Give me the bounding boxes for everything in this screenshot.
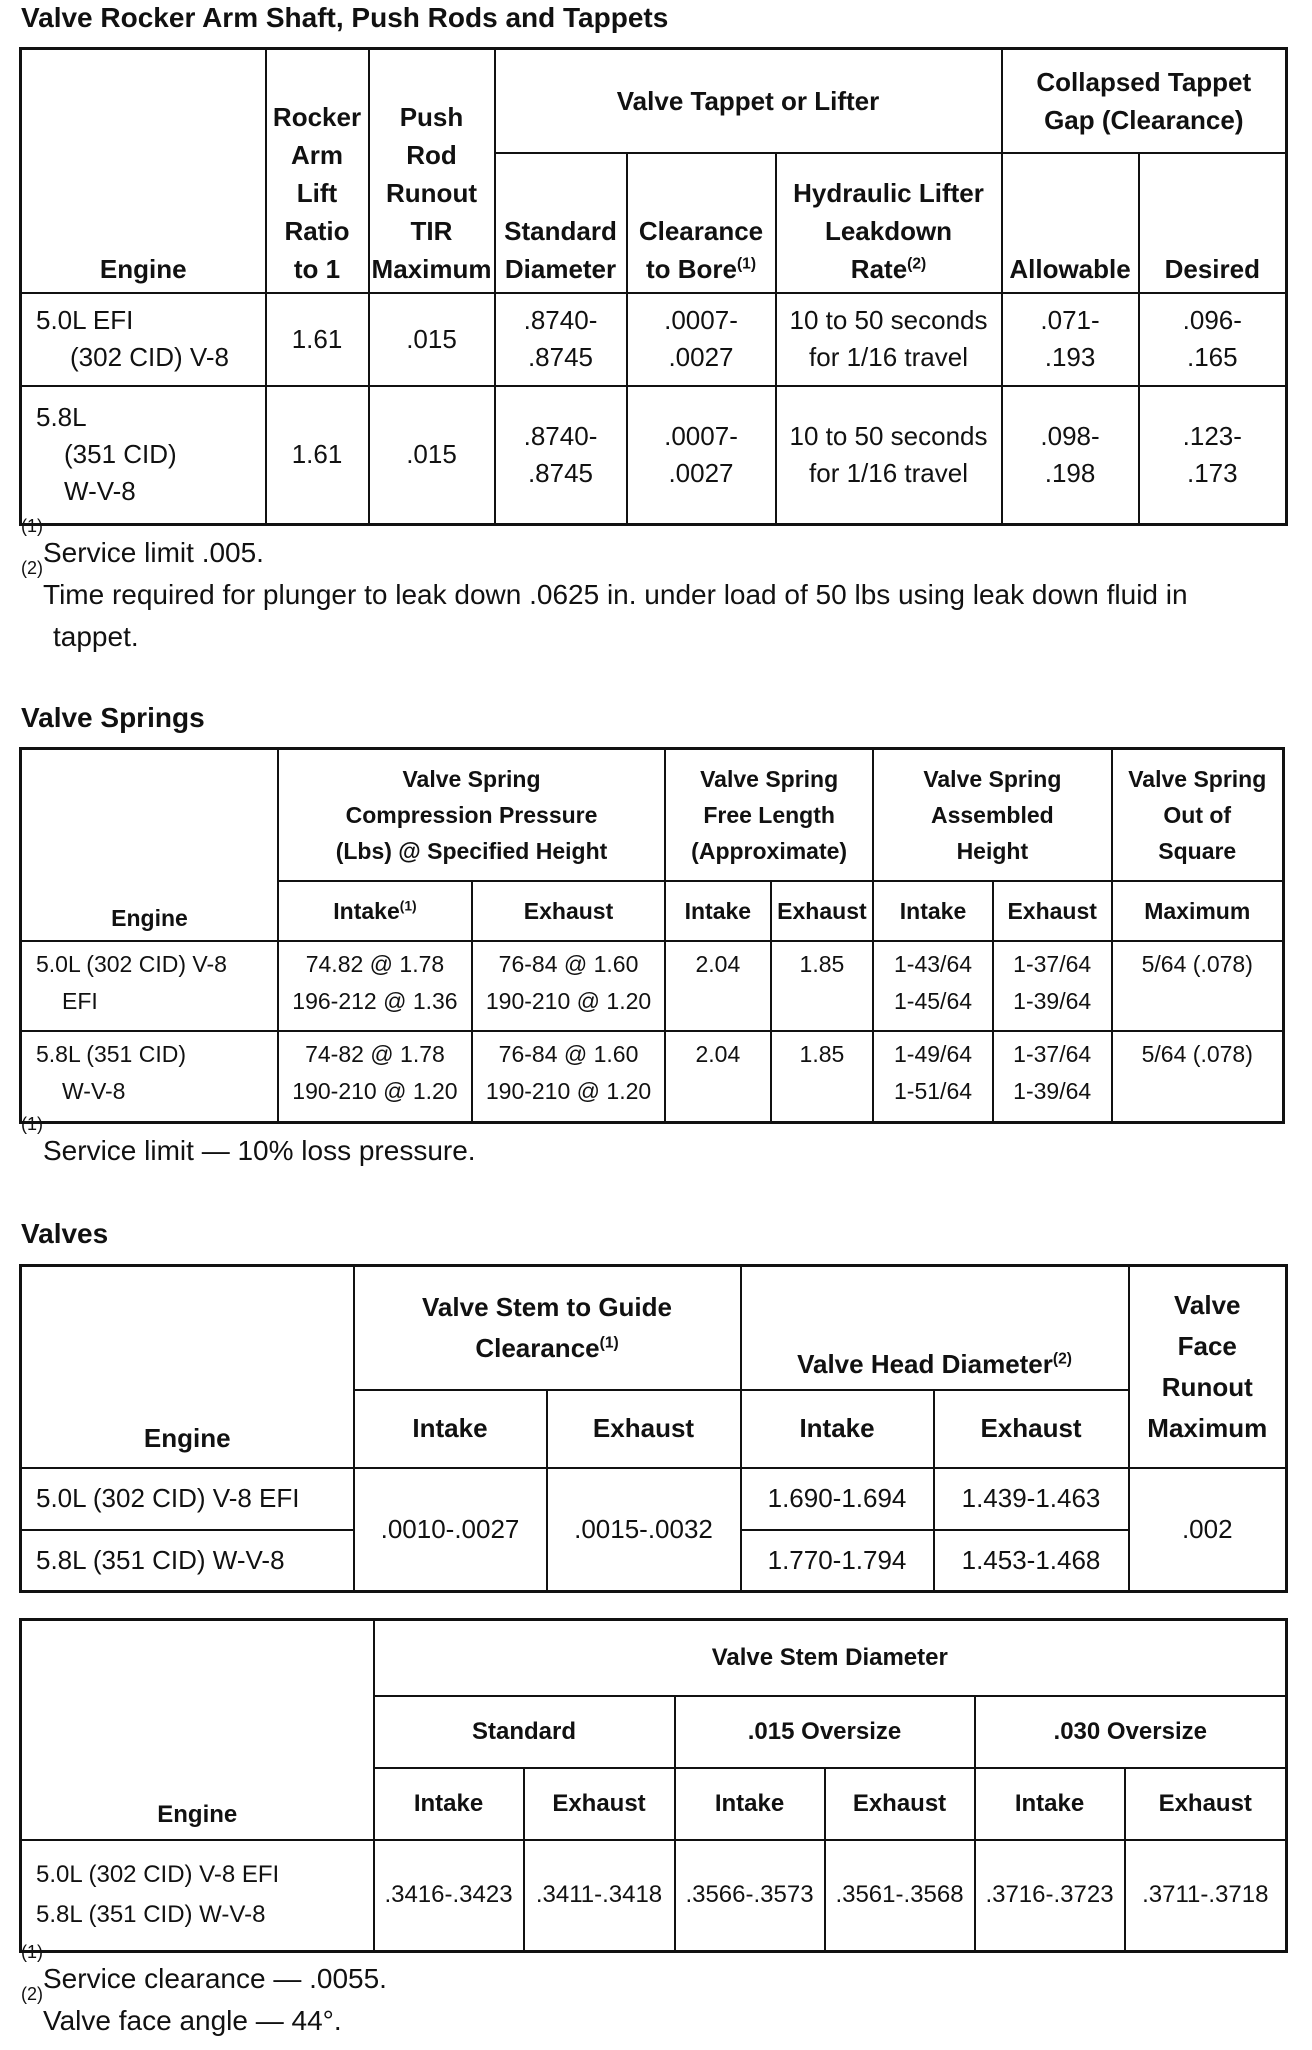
guide-exhaust-cell: .0015-.0032 [547, 1468, 741, 1592]
header-os015: .015 Oversize [675, 1696, 975, 1768]
square-cell: 5/64 (.078) [1112, 1031, 1284, 1123]
header-standard: Standard [374, 1696, 675, 1768]
ratio-cell: 1.61 [266, 293, 369, 386]
asm-intake-cell: 1-43/64 1-45/64 [873, 941, 993, 1031]
header-free-length: Valve Spring Free Length (Approximate) [665, 749, 873, 881]
header-face-runout: Valve Face Runout Maximum [1129, 1266, 1287, 1468]
section-title-rocker: Valve Rocker Arm Shaft, Push Rods and Tappets [21, 2, 669, 33]
header-head-diameter: Valve Head Diameter$^{(2)}$ [741, 1266, 1129, 1390]
free-intake-cell: 2.04 [665, 1031, 771, 1123]
header-push-rod: Push Rod Runout TIR Maximum [369, 49, 495, 293]
allowable-cell: .098- .198 [1002, 386, 1139, 525]
leakdown-cell: 10 to 50 seconds for 1/16 travel [776, 386, 1002, 525]
header-std-exhaust: Exhaust [524, 1768, 675, 1840]
ratio-cell: 1.61 [266, 386, 369, 525]
guide-intake-cell: .0010-.0027 [354, 1468, 547, 1592]
square-cell: 5/64 (.078) [1112, 941, 1284, 1031]
header-allowable: Allowable [1002, 153, 1139, 293]
engine-cell: 5.0L (302 CID) V-8 EFI [21, 941, 278, 1031]
std-intake-cell: .3416-.3423 [374, 1840, 524, 1952]
header-assembled: Valve Spring Assembled Height [873, 749, 1111, 881]
comp-intake-cell: 74-82 @ 1.78 190-210 @ 1.20 [278, 1031, 472, 1123]
header-clearance: Clearance to Bore$^{(1)}$ [627, 153, 776, 293]
os030-exhaust-cell: .3711-.3718 [1125, 1840, 1287, 1952]
footnote-valves-2: $^{(2)}$Valve face angle — 44°. [21, 1984, 342, 2036]
header-std-diameter: Standard Diameter [495, 153, 627, 293]
header-stem-guide: Valve Stem to Guide Clearance$^{(1)}$ [354, 1266, 741, 1390]
header-engine: Engine [21, 1266, 354, 1468]
footnote-valves-1: $^{(1)}$Service clearance — .0055. [21, 1942, 387, 1994]
footnote-1: $^{(1)}$Service limit .005. [21, 516, 264, 568]
asm-exhaust-cell: 1-37/64 1-39/64 [993, 1031, 1112, 1123]
header-engine: Engine [21, 49, 266, 293]
header-engine: Engine [21, 749, 278, 941]
header-engine: Engine [21, 1620, 374, 1840]
comp-exhaust-cell: 76-84 @ 1.60 190-210 @ 1.20 [472, 1031, 665, 1123]
header-015-intake: Intake [675, 1768, 825, 1840]
table-row [21, 941, 1284, 1031]
free-exhaust-cell: 1.85 [771, 1031, 874, 1123]
asm-exhaust-cell: 1-37/64 1-39/64 [993, 941, 1112, 1031]
header-compression: Valve Spring Compression Pressure (Lbs) @ Specified Height [278, 749, 665, 881]
header-030-intake: Intake [975, 1768, 1125, 1840]
comp-exhaust-cell: 76-84 @ 1.60 190-210 @ 1.20 [472, 941, 665, 1031]
table-row [21, 1468, 1287, 1530]
head-intake-cell: 1.770-1.794 [741, 1530, 934, 1592]
header-leakdown: Hydraulic Lifter Leakdown Rate$^{(2)}$ [776, 153, 1002, 293]
head-exhaust-cell: 1.453-1.468 [934, 1530, 1129, 1592]
header-030-exhaust: Exhaust [1125, 1768, 1287, 1840]
allowable-cell: .071- .193 [1002, 293, 1139, 386]
header-guide-exhaust: Exhaust [547, 1390, 741, 1468]
table-row [21, 386, 1287, 525]
asm-intake-cell: 1-49/64 1-51/64 [873, 1031, 993, 1123]
springs-table [19, 747, 1285, 1124]
stem-diameter-table [19, 1618, 1288, 1953]
os015-intake-cell: .3566-.3573 [675, 1840, 825, 1952]
std-exhaust-cell: .3411-.3418 [524, 1840, 675, 1952]
table-row [21, 1031, 1284, 1123]
footnote-springs: $^{(1)}$Service limit — 10% loss pressure. [21, 1114, 476, 1166]
engine-cell: 5.8L (351 CID) W-V-8 [21, 1530, 354, 1592]
clearance-cell: .0007- .0027 [627, 386, 776, 525]
leakdown-cell: 10 to 50 seconds for 1/16 travel [776, 293, 1002, 386]
os030-intake-cell: .3716-.3723 [975, 1840, 1125, 1952]
header-out-of-square: Valve Spring Out of Square [1112, 749, 1284, 881]
footnote-2: $^{(2)}$Time required for plunger to leak down .0625 in. under load of 50 lbs using leak down fluid in tappet. [21, 558, 1188, 652]
valves-table [19, 1264, 1288, 1593]
clearance-cell: .0007- .0027 [627, 293, 776, 386]
header-asm-exhaust: Exhaust [993, 881, 1112, 941]
head-exhaust-cell: 1.439-1.463 [934, 1468, 1129, 1530]
runout-cell: .002 [1129, 1468, 1287, 1592]
header-head-exhaust: Exhaust [934, 1390, 1129, 1468]
header-guide-intake: Intake [354, 1390, 547, 1468]
header-rocker-ratio: Rocker Arm Lift Ratio to 1 [266, 49, 369, 293]
diameter-cell: .8740- .8745 [495, 293, 627, 386]
free-intake-cell: 2.04 [665, 941, 771, 1031]
header-tappet-group: Valve Tappet or Lifter [495, 49, 1002, 153]
comp-intake-cell: 74.82 @ 1.78 196-212 @ 1.36 [278, 941, 472, 1031]
runout-cell: .015 [369, 293, 495, 386]
header-015-exhaust: Exhaust [825, 1768, 975, 1840]
header-free-intake: Intake [665, 881, 771, 941]
engine-cell: 5.8L (351 CID) W-V-8 [21, 1031, 278, 1123]
engine-cell: 5.0L (302 CID) V-8 EFI 5.8L (351 CID) W-V-8 [21, 1840, 374, 1952]
diameter-cell: .8740- .8745 [495, 386, 627, 525]
header-std-intake: Intake [374, 1768, 524, 1840]
header-head-intake: Intake [741, 1390, 934, 1468]
header-collapsed-group: Collapsed Tappet Gap (Clearance) [1002, 49, 1287, 153]
header-asm-intake: Intake [873, 881, 993, 941]
section-title-valves: Valves [21, 1218, 109, 1249]
header-comp-exhaust: Exhaust [472, 881, 665, 941]
header-os030: .030 Oversize [975, 1696, 1287, 1768]
header-maximum: Maximum [1112, 881, 1284, 941]
head-intake-cell: 1.690-1.694 [741, 1468, 934, 1530]
free-exhaust-cell: 1.85 [771, 941, 874, 1031]
table-row [21, 293, 1287, 386]
os015-exhaust-cell: .3561-.3568 [825, 1840, 975, 1952]
section-title-springs: Valve Springs [21, 702, 205, 733]
header-free-exhaust: Exhaust [771, 881, 874, 941]
desired-cell: .123- .173 [1139, 386, 1287, 525]
header-desired: Desired [1139, 153, 1287, 293]
desired-cell: .096- .165 [1139, 293, 1287, 386]
engine-cell: 5.0L (302 CID) V-8 EFI [21, 1468, 354, 1530]
table-row [21, 1840, 1287, 1952]
header-stem-group: Valve Stem Diameter [374, 1620, 1287, 1696]
engine-cell: 5.0L EFI (302 CID) V-8 [21, 293, 266, 386]
header-comp-intake: Intake$^{(1)}$ [278, 881, 472, 941]
runout-cell: .015 [369, 386, 495, 525]
engine-cell: 5.8L (351 CID) W-V-8 [21, 386, 266, 525]
rocker-table [19, 47, 1288, 526]
